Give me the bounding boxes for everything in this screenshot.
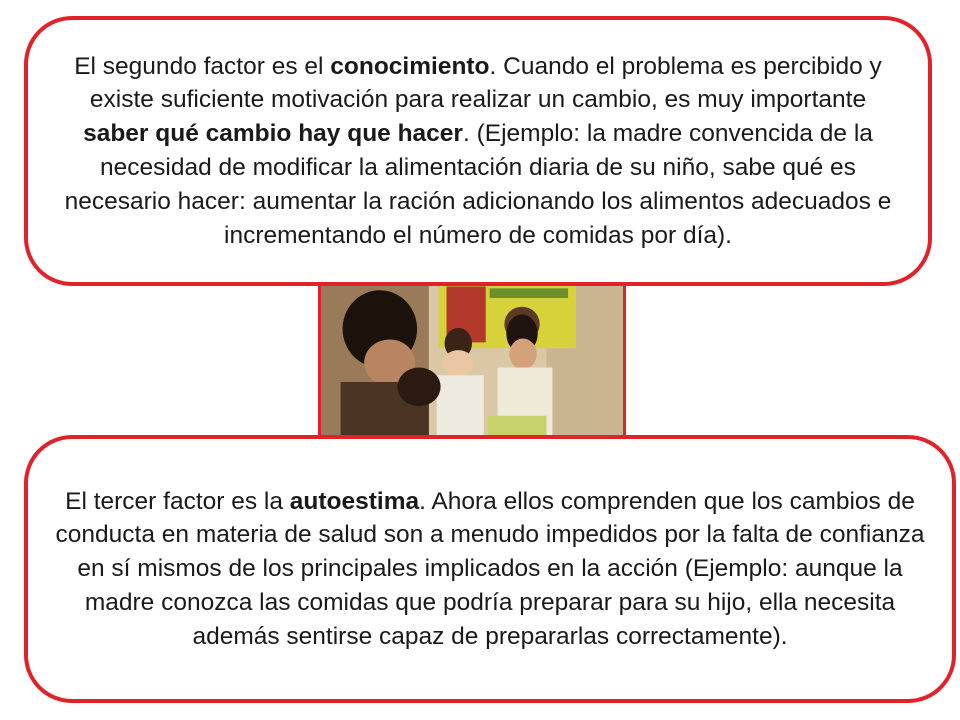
text-box-autoestima	[24, 435, 956, 703]
photo-illustration	[321, 271, 623, 437]
bold-phrase: saber qué cambio hay que hacer	[83, 120, 463, 148]
text-segment: . (Ejemplo: la madre convencida de la necesidad de modificar la alimentación diaria de su niño, sabe qué es necesario hacer: aumentar la ración adicionando los alimentos adecuados e incrementando el número de comidas por día).	[64, 120, 892, 249]
paragraph-autoestima	[54, 485, 926, 654]
bold-term-autoestima: autoestima	[289, 487, 420, 515]
text-segment: . Ahora ellos comprenden que los cambios de conducta en materia de salud son a menudo impedidos por la falta de confianza en sí mismos de los principales implicados en la acción (Ejemplo: aunque la madre conozca las comidas que podría preparar para su hijo, ella necesita además sentirse capaz de prepararlas correctamente).	[55, 487, 925, 650]
paragraph-conocimiento	[58, 50, 898, 253]
bold-term-conocimiento: conocimiento	[330, 52, 490, 80]
text-box-conocimiento	[24, 16, 932, 286]
text-segment: . Cuando el problema es percibido y existe suficiente motivación para realizar un cambio, es muy importante	[89, 52, 882, 114]
photo	[318, 268, 626, 440]
text-segment: El tercer factor es la	[65, 487, 290, 515]
text-segment: El segundo factor es el	[74, 52, 331, 80]
